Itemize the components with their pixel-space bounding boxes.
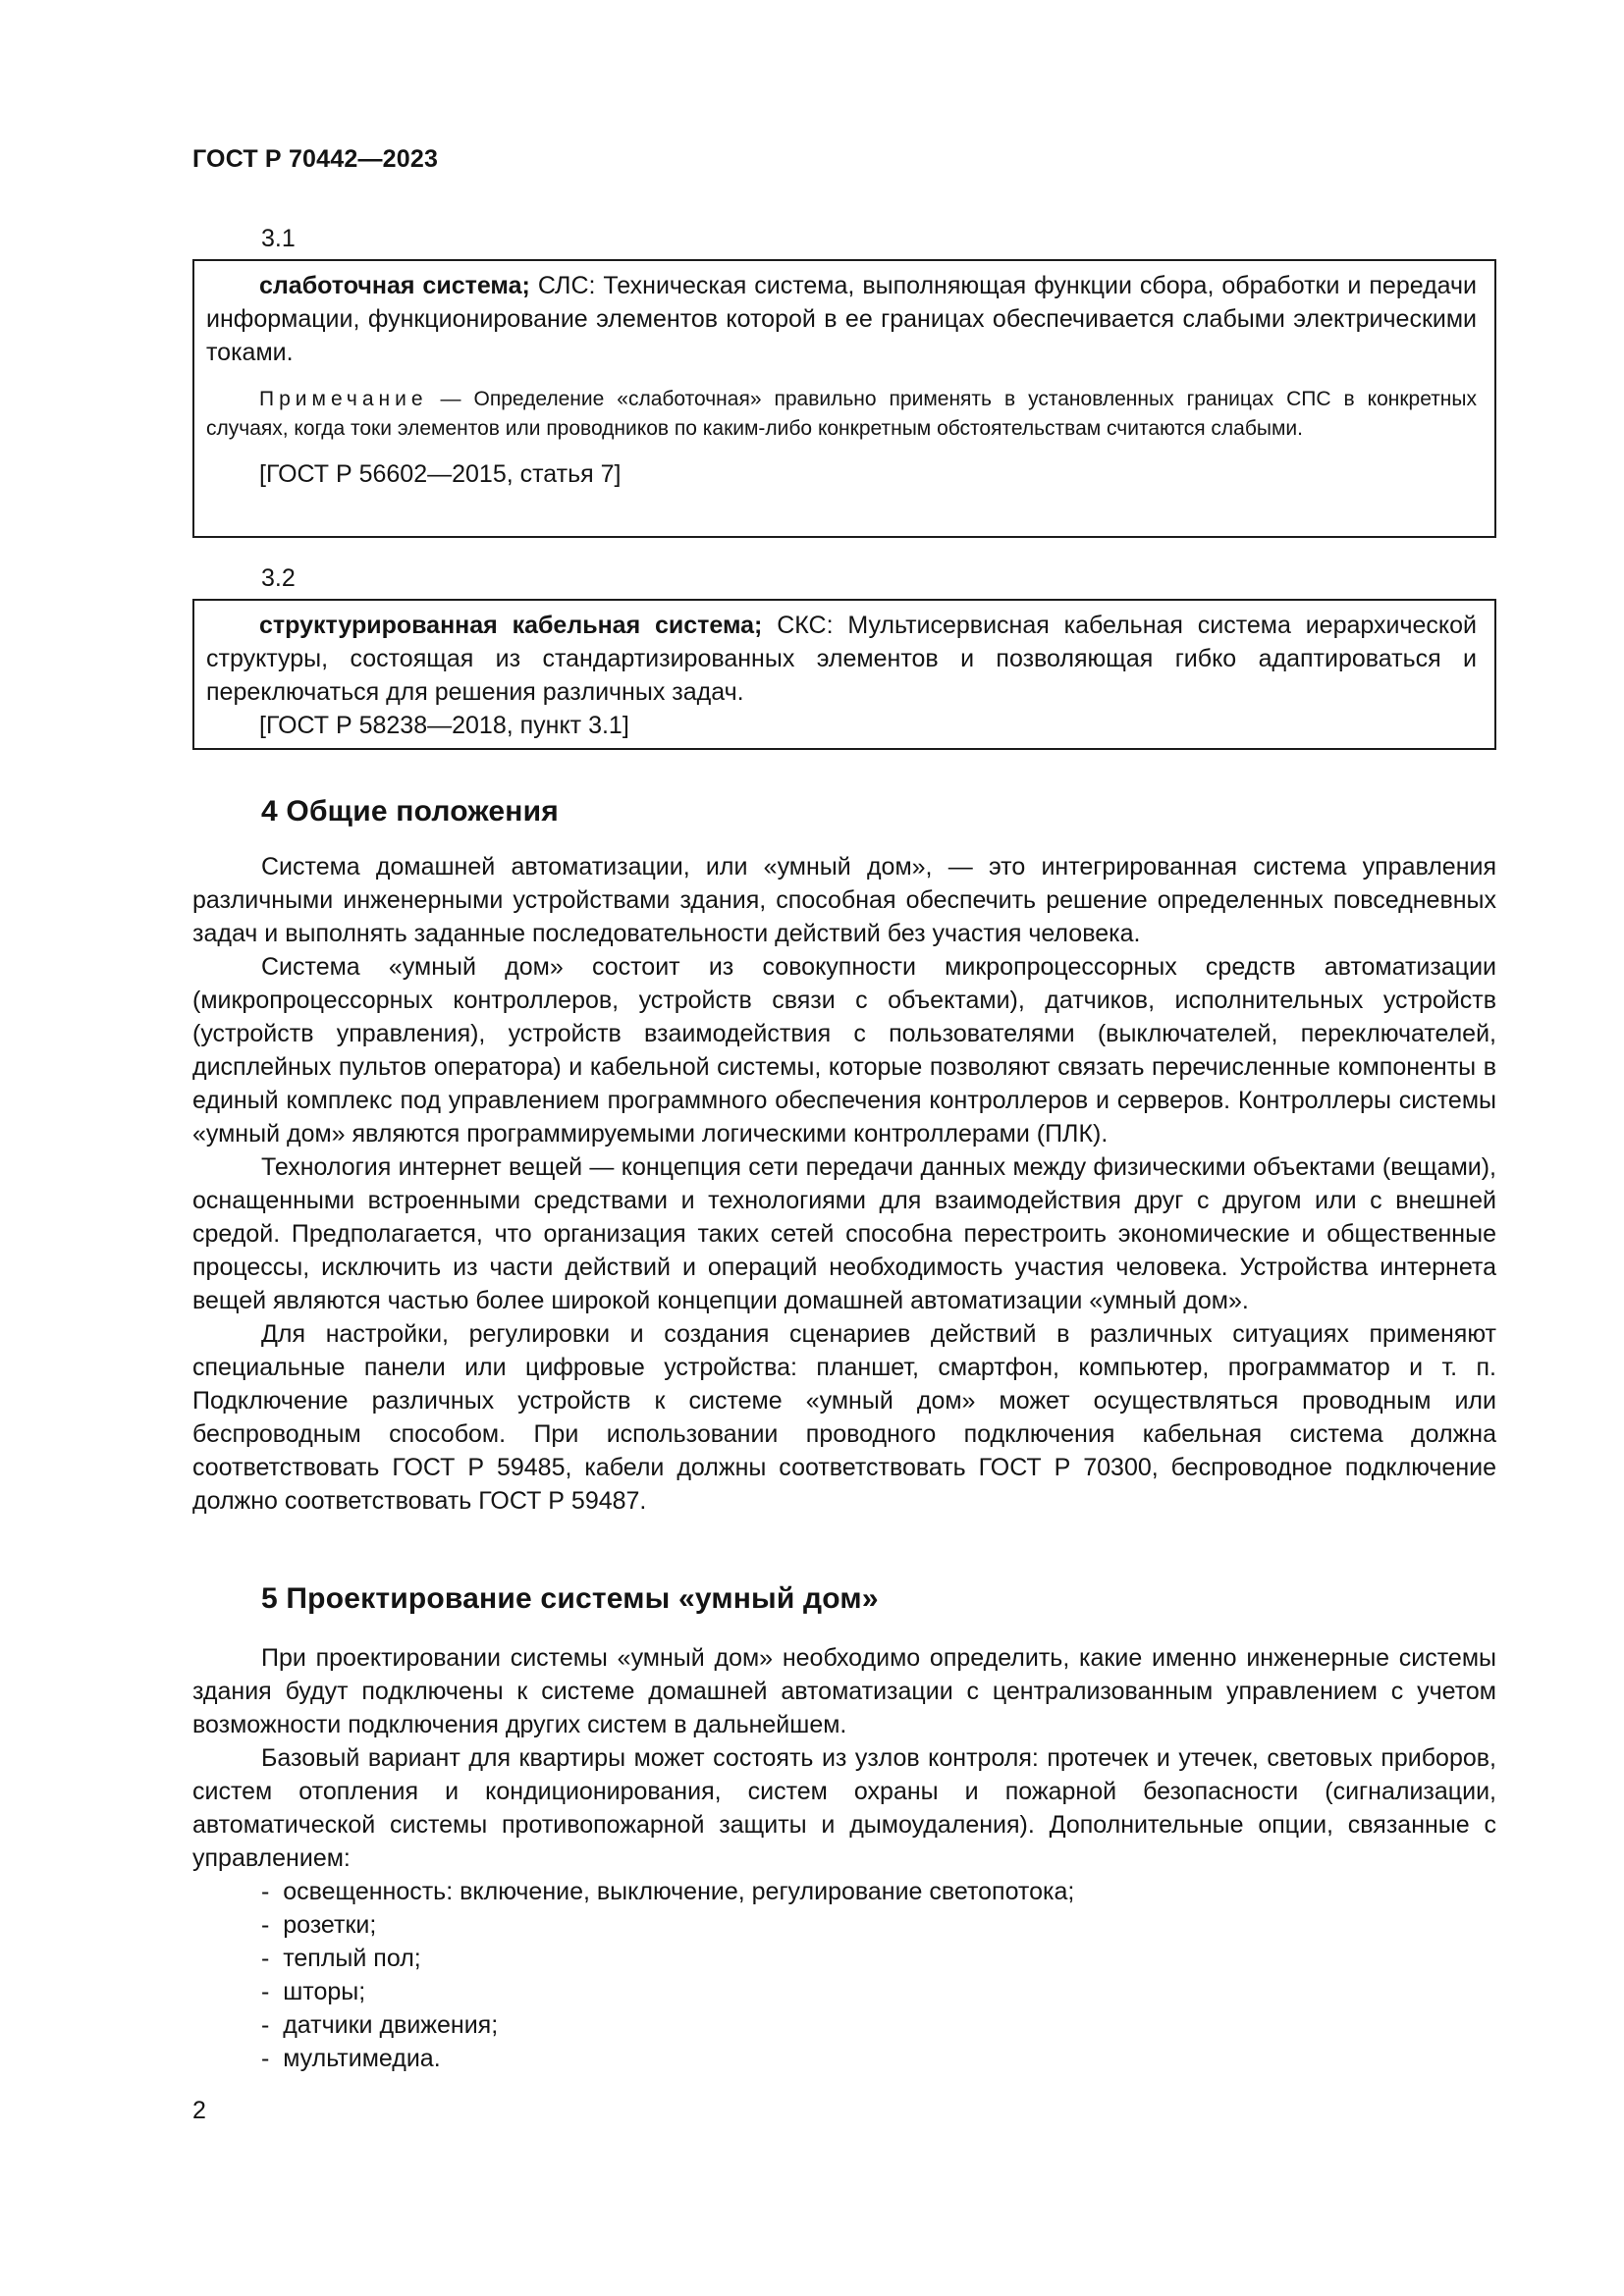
- section-heading-5: 5 Проектирование системы «умный дом»: [261, 1582, 879, 1615]
- list-item: - освещенность: включение, выключение, регулирование светопотока;: [261, 1875, 1496, 1908]
- list-item: - розетки;: [261, 1908, 1496, 1942]
- term-number: 3.2: [261, 564, 296, 592]
- note-text: — Определение «слаботочная» правильно применять в установленных границах СПС в конкретных случаях, когда токи элементов или проводников по каким-либо конкретным обстоятельствам считаются слабыми.: [206, 388, 1477, 440]
- term-definition-box: [192, 599, 1496, 750]
- term-source: [ГОСТ Р 56602—2015, статья 7]: [259, 460, 622, 488]
- list-item: - теплый пол;: [261, 1942, 1496, 1975]
- section-heading-4: 4 Общие положения: [261, 795, 559, 828]
- paragraph: Система домашней автоматизации, или «умный дом», — это интегрированная система управления различными инженерными устройствами здания, способная обеспечить решение определенных повседневных задач и выполнять заданные последовательности действий без участия человека.: [192, 853, 1496, 947]
- term-source: [ГОСТ Р 58238—2018, пункт 3.1]: [259, 712, 629, 739]
- list-item: - датчики движения;: [261, 2008, 1496, 2042]
- paragraph: Базовый вариант для квартиры может состоять из узлов контроля: протечек и утечек, световых приборов, систем отопления и кондиционирования, систем охраны и пожарной безопасности (сигнализации, автоматической системы противопожарной защиты и дымоудаления). Дополнительные опции, связанные с управлением:: [192, 1744, 1496, 1872]
- paragraph: Система «умный дом» состоит из совокупности микропроцессорных средств автоматизации (микропроцессорных контроллеров, устройств связи с объектами), датчиков, исполнительных устройств (устройств управления), устройств взаимодействия с пользователями (выключателей, переключателей, дисплейных пультов оператора) и кабельной системы, которые позволяют связать перечисленные компоненты в единый комплекс под управлением программного обеспечения контроллеров и серверов. Контроллеры системы «умный дом» являются программируемыми логическими контроллерами (ПЛК).: [192, 953, 1496, 1148]
- paragraph: Для настройки, регулировки и создания сценариев действий в различных ситуациях применяют специальные панели или цифровые устройства: планшет, смартфон, компьютер, программатор и т. п. Подключение различных устройств к системе «умный дом» может осуществляться проводным или беспроводным способом. При использовании проводного подключения кабельная система должна соответствовать ГОСТ Р 59485, кабели должны соответствовать ГОСТ Р 70300, беспроводное подключение должно соответствовать ГОСТ Р 59487.: [192, 1320, 1496, 1515]
- list-item: - мультимедиа.: [261, 2042, 1496, 2075]
- section-4-body: [192, 850, 1496, 1518]
- paragraph: Технология интернет вещей — концепция сети передачи данных между физическими объектами (вещами), оснащенными встроенными средствами и технологиями для взаимодействия друг с другом или с внешней средой. Предполагается, что организация таких сетей способна перестроить экономические и общественные процессы, исключить из части действий и операций необходимость участия человека. Устройства интернета вещей являются частью более широкой концепции домашней автоматизации «умный дом».: [192, 1153, 1496, 1314]
- note-label: Примечание: [259, 388, 428, 410]
- section-5-body: [192, 1641, 1496, 2075]
- term-definition-box: [192, 259, 1496, 538]
- document-code-header: ГОСТ Р 70442—2023: [192, 145, 439, 173]
- term-name: слаботочная система;: [259, 272, 530, 299]
- term-definition: [206, 609, 1477, 709]
- paragraph: При проектировании системы «умный дом» необходимо определить, какие именно инженерные системы здания будут подключены к системе домашней автоматизации с централизованным управлением с учетом возможности подключения других систем в дальнейшем.: [192, 1644, 1496, 1738]
- list-item: - шторы;: [261, 1975, 1496, 2008]
- term-definition-text: СЛС: Техническая система, выполняющая функции сбора, обработки и передачи информации, функционирование элементов которой в ее границах обеспечивается слабыми электрическими токами.: [206, 272, 1478, 366]
- options-list: [192, 1875, 1496, 2075]
- page-number: 2: [192, 2097, 206, 2124]
- term-note: [206, 385, 1477, 444]
- term-definition: [206, 269, 1477, 369]
- term-name: структурированная кабельная система;: [259, 612, 763, 639]
- term-number: 3.1: [261, 225, 296, 252]
- term-definition-text: СКС: Мультисервисная кабельная система иерархической структуры, состоящая из стандартизированных элементов и позволяющая гибко адаптироваться и переключаться для решения различных задач.: [206, 612, 1477, 706]
